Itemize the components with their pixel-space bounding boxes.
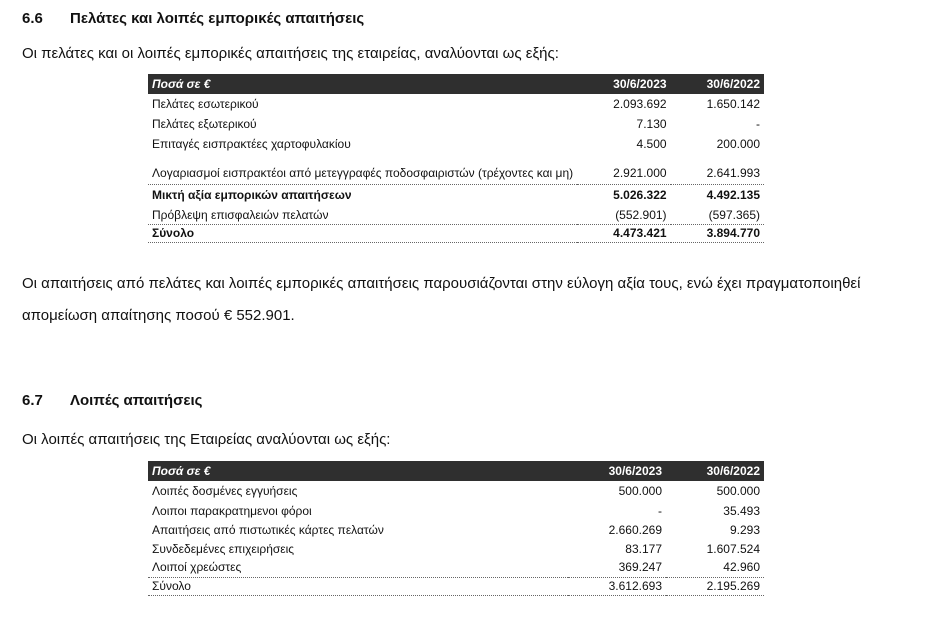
row-label: Επιταγές εισπρακτέες χαρτοφυλακίου (152, 137, 351, 151)
table-header-row (148, 74, 764, 94)
section-intro: Οι λοιπές απαιτήσεις της Εταιρείας αναλύονται ως εξής: (22, 431, 391, 448)
row-label: Πελάτες εξωτερικού (152, 117, 257, 131)
section-number: 6.7 (22, 392, 43, 409)
row-value-2023: 83.177 (625, 541, 662, 556)
row-value-2023: 7.130 (636, 117, 667, 131)
table-header-amounts: Ποσά σε € (148, 74, 577, 94)
table-row-total (148, 224, 764, 242)
table-row (148, 134, 764, 154)
row-value-2023: 2.093.692 (613, 97, 667, 111)
row-value-2022: (597.365) (671, 206, 764, 224)
row-label: Λοιπές δοσμένες εγγυήσεις (152, 484, 298, 498)
table-row (148, 206, 764, 224)
section-title: Λοιπές απαιτήσεις (70, 392, 203, 409)
row-value-2023: (552.901) (577, 206, 670, 224)
table-header-2022: 30/6/2022 (671, 74, 764, 94)
table-header-2023: 30/6/2023 (577, 74, 670, 94)
row-value-2022: 1.650.142 (706, 97, 760, 111)
row-label: Λοιποί χρεώστες (148, 558, 568, 577)
table-header-row (148, 461, 764, 481)
table-row-total (148, 577, 764, 595)
row-label: Λογαριασμοί εισπρακτέοι από μετεγγραφές ποδοσφαιριστών (τρέχοντες και μη) (152, 165, 574, 180)
section-intro: Οι πελάτες και οι λοιπές εμπορικές απαιτήσεις της εταιρείας, αναλύονται ως εξής: (22, 45, 559, 62)
row-label: Μικτή αξία εμπορικών απαιτήσεων (148, 184, 577, 206)
row-value-2023: 2.921.000 (613, 165, 667, 180)
row-label: Σύνολο (148, 224, 577, 242)
table-row (148, 114, 764, 134)
table-spacer (148, 154, 764, 162)
table-row (148, 520, 764, 539)
row-value-2023: 3.612.693 (568, 577, 666, 595)
row-value-2023: 500.000 (618, 484, 662, 498)
row-label: Πελάτες εσωτερικού (152, 97, 259, 111)
row-value-2022: 42.960 (666, 558, 764, 577)
table-header-2023: 30/6/2023 (568, 461, 666, 481)
section-title: Πελάτες και λοιπές εμπορικές απαιτήσεις (70, 10, 365, 27)
row-value-2022: - (756, 117, 760, 131)
row-value-2022: 35.493 (723, 503, 760, 518)
row-value-2022: 4.492.135 (671, 184, 764, 206)
row-value-2022: 500.000 (716, 484, 760, 498)
table-row (148, 539, 764, 558)
section-heading-6-6 (22, 10, 364, 27)
row-value-2022: 2.641.993 (706, 165, 760, 180)
row-value-2023: 5.026.322 (577, 184, 670, 206)
row-label: Απαιτήσεις από πιστωτικές κάρτες πελατών (152, 522, 384, 537)
row-value-2023: - (658, 503, 662, 518)
row-label: Πρόβλεψη επισφαλειών πελατών (148, 206, 577, 224)
table-header-amounts: Ποσά σε € (148, 461, 568, 481)
table-row (148, 94, 764, 114)
row-label: Λοιποι παρακρατημενοι φόροι (152, 503, 312, 518)
row-value-2022: 200.000 (716, 137, 760, 151)
row-value-2023: 4.500 (636, 137, 667, 151)
trade-receivables-table (148, 74, 764, 243)
table-header-2022: 30/6/2022 (666, 461, 764, 481)
table-row (148, 481, 764, 501)
row-value-2023: 369.247 (568, 558, 666, 577)
row-value-2022: 2.195.269 (666, 577, 764, 595)
row-value-2023: 2.660.269 (608, 522, 662, 537)
section-number: 6.6 (22, 10, 43, 27)
table-row (148, 501, 764, 520)
other-receivables-table (148, 461, 764, 596)
note-paragraph-line-2: απομείωση απαίτησης ποσού € 552.901. (22, 307, 295, 324)
row-value-2022: 3.894.770 (671, 224, 764, 242)
row-value-2023: 4.473.421 (577, 224, 670, 242)
table-row (148, 558, 764, 577)
row-label: Σύνολο (148, 577, 568, 595)
table-row (148, 162, 764, 184)
row-value-2022: 1.607.524 (706, 541, 760, 556)
row-value-2022: 9.293 (729, 522, 760, 537)
table-row-subtotal (148, 184, 764, 206)
row-label: Συνδεδεμένες επιχειρήσεις (152, 541, 295, 556)
note-paragraph-line-1: Οι απαιτήσεις από πελάτες και λοιπές εμπορικές απαιτήσεις παρουσιάζονται στην εύλογη αξία τους, ενώ έχει πραγματοποιηθεί (22, 275, 861, 292)
section-heading-6-7 (22, 392, 202, 409)
